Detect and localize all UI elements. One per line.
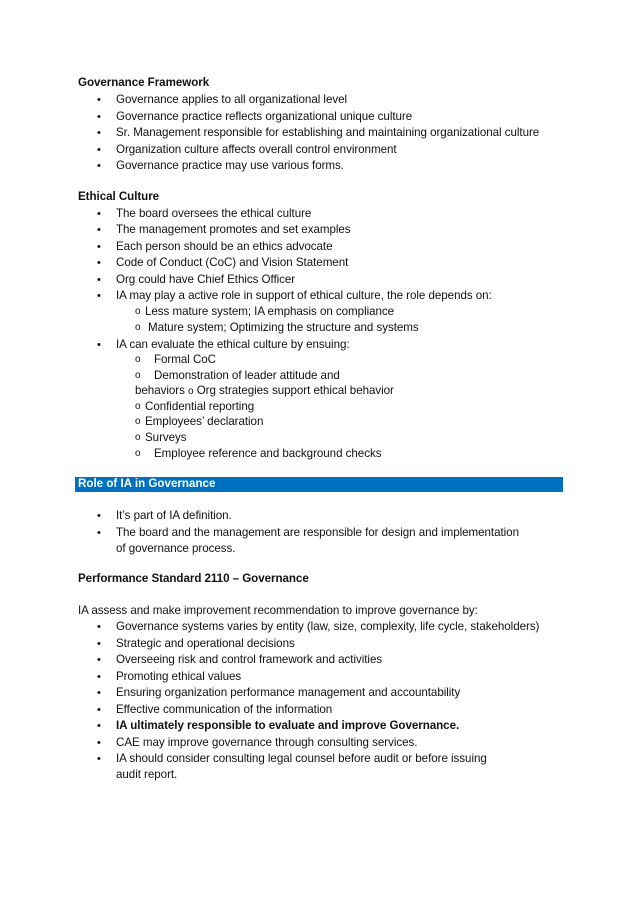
sub-bullet-marker: o <box>135 322 141 333</box>
sub-bullet-marker: o <box>135 354 141 365</box>
sub-list-item <box>135 383 394 401</box>
list-item: The board oversees the ethical culture <box>116 207 312 220</box>
list-item: IA may play a active role in support of ethical culture, the role depends on: <box>116 289 492 302</box>
list-item: Governance practice may use various forms. <box>116 159 344 172</box>
list-item: Ensuring organization performance management and accountability <box>116 686 461 699</box>
ethical-culture-heading: Ethical Culture <box>78 190 160 203</box>
list-item: IA should consider consulting legal counsel before audit or before issuing <box>116 752 487 765</box>
list-item: Governance systems varies by entity (law, size, complexity, life cycle, stakeholders) <box>116 620 540 633</box>
bullet-marker: • <box>97 753 101 765</box>
bullet-marker: • <box>97 160 101 172</box>
bullet-marker: • <box>97 144 101 156</box>
sub-bullet-marker: o <box>135 448 141 459</box>
bullet-marker: • <box>97 527 101 539</box>
list-item: Code of Conduct (CoC) and Vision Statement <box>116 256 349 269</box>
list-item: Strategic and operational decisions <box>116 637 295 650</box>
list-item: The management promotes and set examples <box>116 223 351 236</box>
sub-list-text: Org strategies support ethical behavior <box>196 384 394 397</box>
list-item-emphasized: IA ultimately responsible to evaluate and improve Governance. <box>116 719 460 732</box>
performance-standard-heading: Performance Standard 2110 – Governance <box>78 572 309 585</box>
list-item: Governance practice reflects organizational unique culture <box>116 110 413 123</box>
bullet-marker: • <box>97 671 101 683</box>
list-item: Effective communication of the information <box>116 703 333 716</box>
role-of-ia-banner <box>75 477 563 492</box>
sub-list-item: Formal CoC <box>154 353 216 366</box>
list-item: Promoting ethical values <box>116 670 242 683</box>
list-item-continuation: of governance process. <box>116 542 236 555</box>
sub-list-item: Confidential reporting <box>145 400 255 413</box>
bullet-marker: • <box>97 290 101 302</box>
sub-list-item: Mature system; Optimizing the structure and systems <box>148 321 419 334</box>
list-item: Organization culture affects overall control environment <box>116 143 397 156</box>
list-item: Governance applies to all organizational level <box>116 93 348 106</box>
bullet-marker: • <box>97 94 101 106</box>
sub-list-item: Employees’ declaration <box>145 415 264 428</box>
list-item: Sr. Management responsible for establishing and maintaining organizational culture <box>116 126 540 139</box>
sub-bullet-marker: o <box>135 306 141 317</box>
list-item: Each person should be an ethics advocate <box>116 240 333 253</box>
sub-bullet-marker: o <box>135 416 141 427</box>
governance-framework-heading: Governance Framework <box>78 76 210 89</box>
bullet-marker: • <box>97 704 101 716</box>
list-item-continuation: audit report. <box>116 768 178 781</box>
list-item: It’s part of IA definition. <box>116 509 232 522</box>
bullet-marker: • <box>97 274 101 286</box>
bullet-marker: • <box>97 208 101 220</box>
list-item: IA can evaluate the ethical culture by ensuing: <box>116 338 350 351</box>
sub-list-item: Surveys <box>145 431 187 444</box>
list-item: The board and the management are responsible for design and implementation <box>116 526 519 539</box>
bullet-marker: • <box>97 111 101 123</box>
bullet-marker: • <box>97 241 101 253</box>
bullet-marker: • <box>97 720 101 732</box>
bullet-marker: • <box>97 224 101 236</box>
bullet-marker: • <box>97 621 101 633</box>
bullet-marker: • <box>97 638 101 650</box>
bullet-marker: • <box>97 257 101 269</box>
bullet-marker: • <box>97 339 101 351</box>
sub-bullet-marker: o <box>188 386 194 397</box>
performance-standard-intro: IA assess and make improvement recommendation to improve governance by: <box>78 604 478 617</box>
sub-bullet-marker: o <box>135 432 141 443</box>
list-item: Overseeing risk and control framework and activities <box>116 653 383 666</box>
sub-list-item: Employee reference and background checks <box>154 447 382 460</box>
sub-bullet-marker: o <box>135 401 141 412</box>
sub-list-item: Demonstration of leader attitude and <box>154 369 340 382</box>
sub-list-item: Less mature system; IA emphasis on compliance <box>145 305 395 318</box>
bullet-marker: • <box>97 654 101 666</box>
sub-list-text: behaviors <box>135 384 185 397</box>
bullet-marker: • <box>97 510 101 522</box>
bullet-marker: • <box>97 687 101 699</box>
sub-bullet-marker: o <box>135 370 141 381</box>
list-item: Org could have Chief Ethics Officer <box>116 273 296 286</box>
bullet-marker: • <box>97 127 101 139</box>
role-of-ia-heading: Role of IA in Governance <box>78 477 216 490</box>
list-item: CAE may improve governance through consulting services. <box>116 736 418 749</box>
bullet-marker: • <box>97 737 101 749</box>
